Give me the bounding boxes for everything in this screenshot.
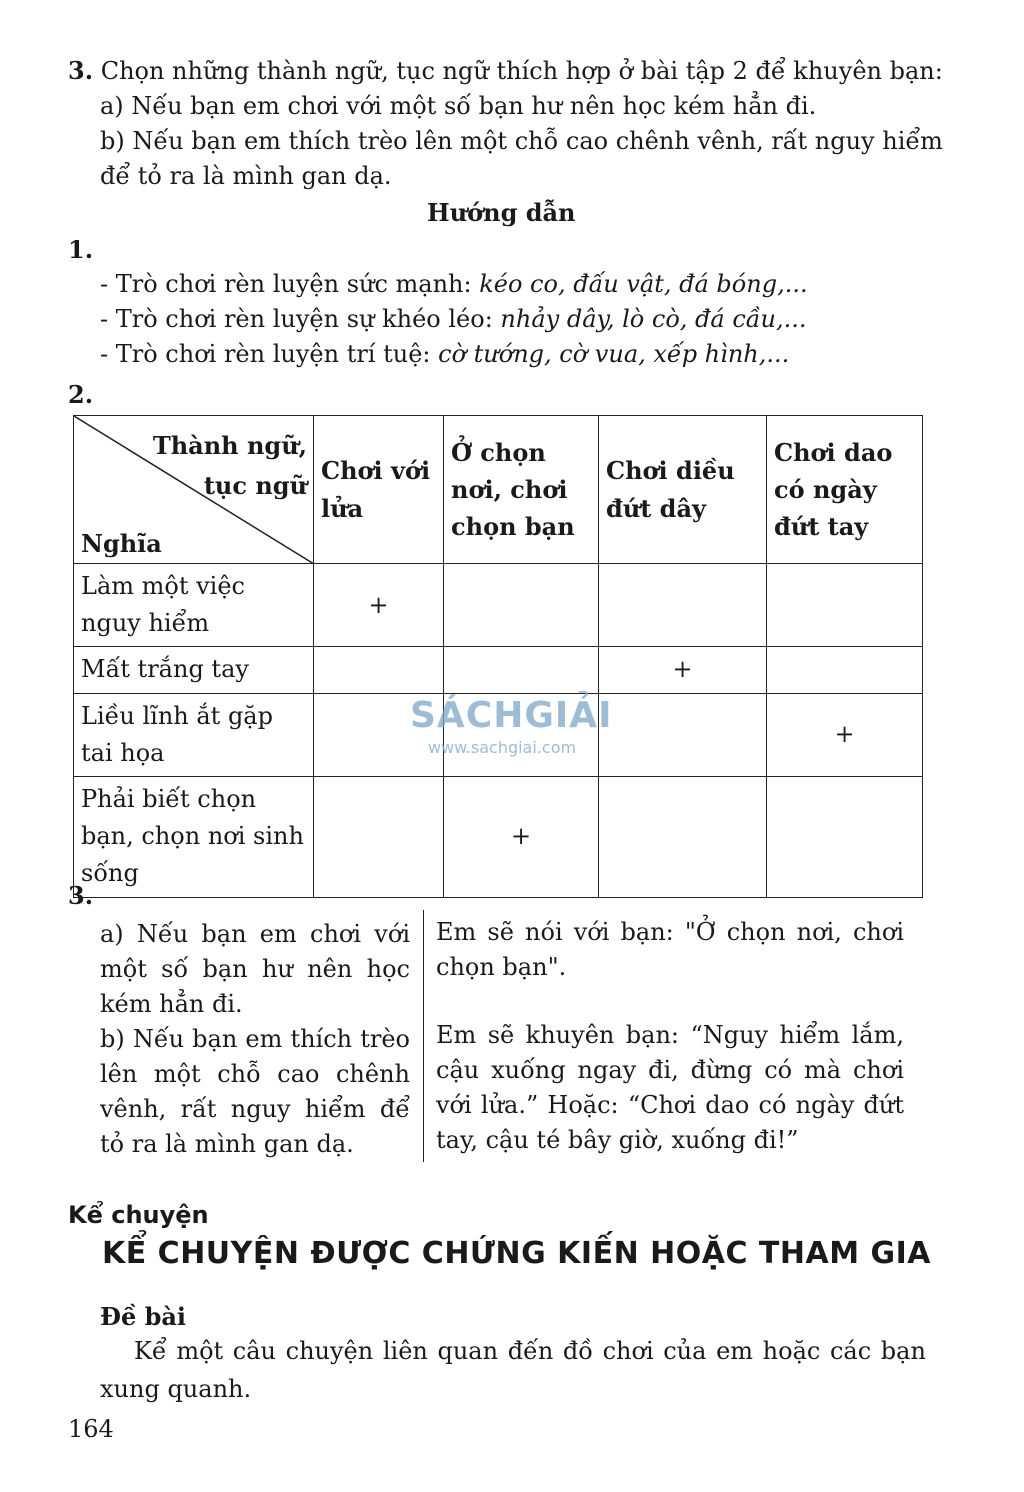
item-label: - Trò chơi rèn luyện sự khéo léo: [100, 305, 501, 333]
part-2-number: 2. [68, 380, 94, 409]
item-examples: cờ tướng, cờ vua, xếp hình,... [438, 340, 790, 368]
mark-cell [314, 647, 444, 693]
item-examples: kéo co, đấu vật, đá bóng,... [479, 270, 808, 298]
part-3-answers [436, 915, 904, 1158]
part-1-item [100, 305, 806, 334]
meaning-cell: Làm một việc nguy hiểm [74, 564, 314, 647]
mark-cell: + [314, 564, 444, 647]
mark-cell: + [444, 776, 599, 897]
answer-a: Em sẽ nói với bạn: "Ở chọn nơi, chơi chọn bạn". [436, 918, 904, 981]
prompt-line-2: xung quanh. [100, 1375, 252, 1403]
exercise-3-question [68, 57, 943, 86]
watermark-brand: SÁCHGIẢI [410, 695, 613, 736]
section-label: Kể chuyện [68, 1201, 209, 1229]
meaning-cell: Liều lĩnh ắt gặp tai họa [74, 693, 314, 776]
column-divider [423, 910, 424, 1162]
mark-cell [444, 564, 599, 647]
item-label: - Trò chơi rèn luyện sức mạnh: [100, 270, 480, 298]
column-header: Ở chọn nơi, chơi chọn bạn [444, 416, 599, 564]
part-1-item [100, 270, 808, 299]
column-header: Chơi diều đứt dây [599, 416, 767, 564]
watermark [410, 695, 613, 757]
mark-cell: + [767, 693, 923, 776]
exercise-3-item-a: a) Nếu bạn em chơi với một số bạn hư nên học kém hẳn đi. [100, 92, 817, 120]
table-header-row [74, 416, 923, 564]
watermark-url: www.sachgiai.com [428, 738, 577, 757]
answer-b: Em sẽ khuyên bạn: “Nguy hiểm lắm, cậu xuống ngay đi, đừng có mà chơi với lửa.” Hoặc: “Chơi dao có ngày đứt tay, cậu té bây giờ, xuống đi!” [436, 1021, 904, 1154]
mark-cell [767, 647, 923, 693]
table-row [74, 776, 923, 897]
part-3-number: 3. [68, 881, 94, 910]
part-3-situations [100, 917, 410, 1162]
part-1-number: 1. [68, 235, 94, 264]
question-text: Chọn những thành ngữ, tục ngữ thích hợp ở bài tập 2 để khuyên bạn: [100, 57, 943, 85]
page-number: 164 [68, 1415, 114, 1443]
meaning-cell: Mất trắng tay [74, 647, 314, 693]
item-label: - Trò chơi rèn luyện trí tuệ: [100, 340, 439, 368]
prompt-label: Đề bài [100, 1302, 187, 1331]
mark-cell [599, 564, 767, 647]
mark-cell [767, 776, 923, 897]
table-row [74, 647, 923, 693]
part-1-item [100, 340, 789, 369]
section-title: KỂ CHUYỆN ĐƯỢC CHỨNG KIẾN HOẶC THAM GIA [102, 1236, 932, 1271]
mark-cell [314, 776, 444, 897]
exercise-3-item-b-line1: b) Nếu bạn em thích trèo lên một chỗ cao chênh vênh, rất nguy hiểm [100, 127, 943, 155]
column-header: Chơi dao có ngày đứt tay [767, 416, 923, 564]
header-corner-top: Thành ngữ, tục ngữ [152, 431, 307, 500]
meaning-cell: Phải biết chọn bạn, chọn nơi sinh sống [74, 776, 314, 897]
column-header: Chơi với lửa [314, 416, 444, 564]
prompt-line-1: Kể một câu chuyện liên quan đến đồ chơi của em hoặc các bạn [134, 1337, 926, 1365]
exercise-number: 3. [68, 56, 94, 85]
table-row [74, 564, 923, 647]
item-examples: nhảy dây, lò cò, đá cầu,... [500, 305, 807, 333]
idiom-meaning-table [73, 415, 923, 898]
mark-cell [767, 564, 923, 647]
situation-b: b) Nếu bạn em thích trèo lên một chỗ cao chênh vênh, rất nguy hiểm để tỏ ra là mình gan dạ. [100, 1025, 410, 1158]
mark-cell [444, 647, 599, 693]
situation-a: a) Nếu bạn em chơi với một số bạn hư nên học kém hẳn đi. [100, 920, 410, 1018]
header-corner-cell [74, 416, 314, 564]
mark-cell [599, 776, 767, 897]
mark-cell: + [599, 647, 767, 693]
guide-heading: Hướng dẫn [427, 198, 576, 227]
header-corner-bottom: Nghĩa [81, 529, 162, 559]
mark-cell [599, 693, 767, 776]
exercise-3-item-b-line2: để tỏ ra là mình gan dạ. [100, 162, 392, 190]
